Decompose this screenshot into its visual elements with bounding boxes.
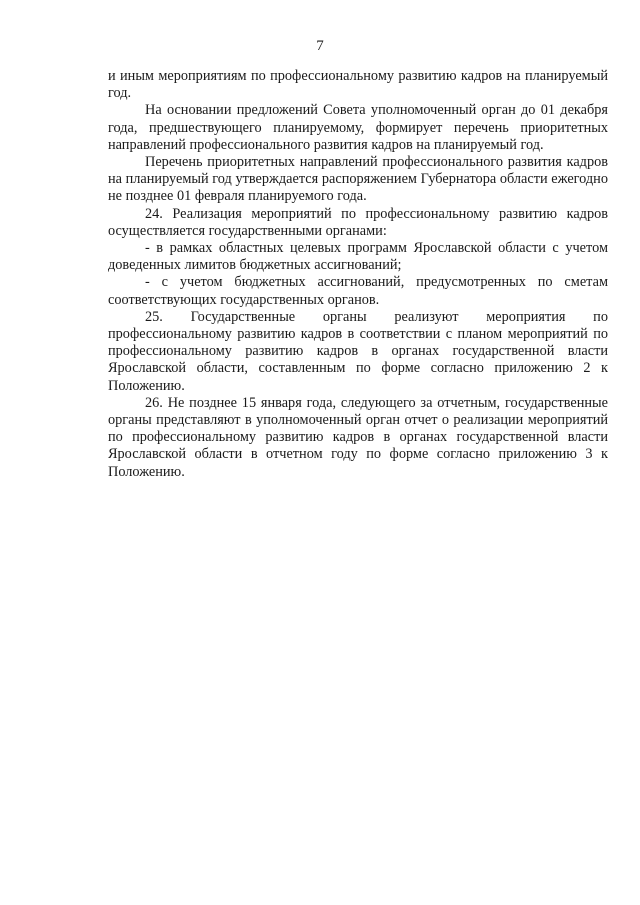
page-number: 7 (316, 38, 324, 54)
paragraph-clause-24: 24. Реализация мероприятий по профессиональному развитию кадров осуществляется государственными органами: (108, 205, 608, 239)
paragraph-clause-25: 25. Государственные органы реализуют мероприятия по профессиональному развитию кадров в соответствии с планом мероприятий по профессиональному развитию кадров в органах государственной власти Ярославской области, составленным по форме согласно приложению 2 к Положению. (108, 308, 608, 394)
paragraph-clause-26: 26. Не позднее 15 января года, следующего за отчетным, государственные органы представляют в уполномоченный орган отчет о реализации мероприятий по профессиональному развитию кадров в органах государственной власти Ярославской области в отчетном году по форме согласно приложению 3 к Положению. (108, 394, 608, 480)
list-item-target-programs: - в рамках областных целевых программ Ярославской области с учетом доведенных лимитов бюджетных ассигнований; (108, 240, 608, 274)
paragraph-continuation: и иным мероприятиям по профессиональному развитию кадров на планируемый год. (108, 68, 608, 102)
paragraph-priority-list-approval: Перечень приоритетных направлений профессионального развития кадров на планируемый год утверждается распоряжением Губернатора области ежегодно не позднее 01 февраля планируемого года. (108, 154, 608, 205)
paragraph-council-proposals: На основании предложений Совета уполномоченный орган до 01 декабря года, предшествующего планируемому, формирует перечень приоритетных направлений профессионального развития кадров на планируемый год. (108, 102, 608, 153)
document-body (108, 68, 608, 481)
list-item-budget-allocations: - с учетом бюджетных ассигнований, предусмотренных по сметам соответствующих государственных органов. (108, 274, 608, 308)
